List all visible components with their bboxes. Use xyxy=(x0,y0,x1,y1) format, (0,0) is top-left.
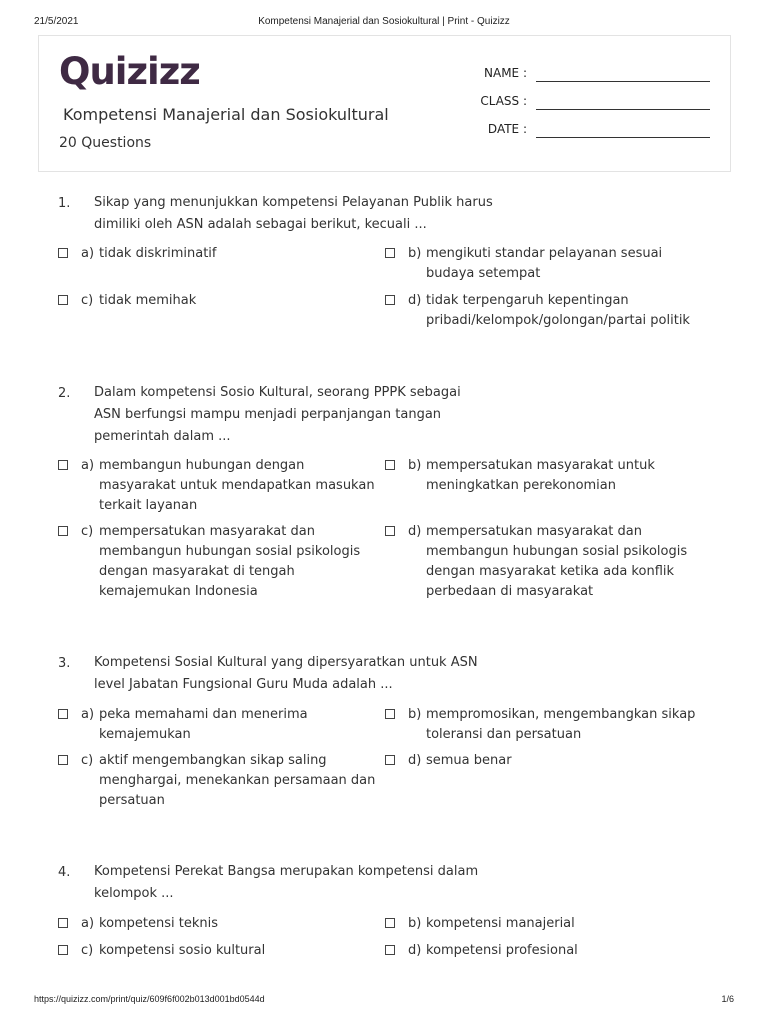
checkbox[interactable] xyxy=(58,755,68,765)
print-date: 21/5/2021 xyxy=(34,16,79,27)
option-text: tidak memihak xyxy=(99,293,197,308)
date-field[interactable] xyxy=(470,120,710,148)
option-text: tidak diskriminatif xyxy=(99,246,217,261)
quizizz-logo: Quizizz xyxy=(59,50,200,93)
page-number: 1/6 xyxy=(721,994,734,1004)
option-letter: b) xyxy=(408,916,422,931)
option-text: kompetensi profesional xyxy=(426,943,578,958)
question-text: Dalam kompetensi Sosio Kultural, seorang PPPK sebagai ASN berfungsi mampu menjadi perpanjangan tangan pemerintah dalam ... xyxy=(94,385,461,444)
option-letter: c) xyxy=(81,943,94,958)
checkbox[interactable] xyxy=(385,755,395,765)
question-number: 1. xyxy=(58,196,71,211)
date-line xyxy=(536,137,710,138)
checkbox[interactable] xyxy=(385,526,395,536)
option-letter: a) xyxy=(81,707,95,722)
question-number: 3. xyxy=(58,656,71,671)
option-text: kompetensi sosio kultural xyxy=(99,943,266,958)
option-letter: b) xyxy=(408,246,422,261)
option-text: peka memahami dan menerima kemajemukan xyxy=(99,707,308,742)
option-letter: d) xyxy=(408,293,422,308)
checkbox[interactable] xyxy=(385,709,395,719)
option-text: aktif mengembangkan sikap saling menghargai, menekankan persamaan dan persatuan xyxy=(99,753,376,808)
checkbox[interactable] xyxy=(58,918,68,928)
option-text: semua benar xyxy=(426,753,512,768)
option-text: mempersatukan masyarakat untuk meningkatkan perekonomian xyxy=(426,458,655,493)
option-text: mempersatukan masyarakat dan membangun hubungan sosial psikologis dengan masyarakat ketika ada konflik perbedaan di masyarakat xyxy=(426,524,688,599)
checkbox[interactable] xyxy=(58,460,68,470)
question-number: 2. xyxy=(58,386,71,401)
option-text: tidak terpengaruh kepentingan pribadi/kelompok/golongan/partai politik xyxy=(426,293,690,328)
question-number: 4. xyxy=(58,865,71,880)
checkbox[interactable] xyxy=(385,248,395,258)
class-line xyxy=(536,109,710,110)
question-text: Sikap yang menunjukkan kompetensi Pelayanan Publik harus dimiliki oleh ASN adalah sebagai berikut, kecuali ... xyxy=(94,195,493,232)
option-letter: d) xyxy=(408,524,422,539)
option-text: kompetensi manajerial xyxy=(426,916,575,931)
checkbox[interactable] xyxy=(58,709,68,719)
print-header xyxy=(34,16,734,30)
question-text: Kompetensi Sosial Kultural yang dipersyaratkan untuk ASN level Jabatan Fungsional Guru Muda adalah ... xyxy=(94,655,478,692)
student-fields xyxy=(470,64,710,148)
checkbox[interactable] xyxy=(58,248,68,258)
option-text: mempersatukan masyarakat dan membangun hubungan sosial psikologis dengan masyarakat di tengah kemajemukan Indonesia xyxy=(99,524,361,599)
option-letter: b) xyxy=(408,458,422,473)
print-footer xyxy=(34,994,734,1008)
option-letter: c) xyxy=(81,293,94,308)
option-letter: d) xyxy=(408,943,422,958)
print-url: https://quizizz.com/print/quiz/609f6f002b013d001bd0544d xyxy=(34,994,265,1004)
class-field[interactable] xyxy=(470,92,710,120)
option-letter: a) xyxy=(81,246,95,261)
checkbox[interactable] xyxy=(385,918,395,928)
option-text: membangun hubungan dengan masyarakat untuk mendapatkan masukan terkait layanan xyxy=(99,458,375,513)
option-letter: c) xyxy=(81,524,94,539)
checkbox[interactable] xyxy=(58,526,68,536)
name-line xyxy=(536,81,710,82)
question-count: 20 Questions xyxy=(59,135,152,151)
option-letter: c) xyxy=(81,753,94,768)
name-label: NAME : xyxy=(484,66,527,80)
option-text: mengikuti standar pelayanan sesuai budaya setempat xyxy=(426,246,663,281)
option-letter: b) xyxy=(408,707,422,722)
checkbox[interactable] xyxy=(385,460,395,470)
checkbox[interactable] xyxy=(385,295,395,305)
quiz-header xyxy=(38,35,731,172)
quiz-title: Kompetensi Manajerial dan Sosiokultural xyxy=(63,105,389,124)
option-text: mempromosikan, mengembangkan sikap toleransi dan persatuan xyxy=(426,707,696,742)
option-letter: d) xyxy=(408,753,422,768)
option-letter: a) xyxy=(81,458,95,473)
checkbox[interactable] xyxy=(58,945,68,955)
date-label: DATE : xyxy=(487,122,527,136)
name-field[interactable] xyxy=(470,64,710,92)
class-label: CLASS : xyxy=(480,94,527,108)
option-text: kompetensi teknis xyxy=(99,916,219,931)
print-page-title: Kompetensi Manajerial dan Sosiokultural | Print - Quizizz xyxy=(258,16,510,27)
checkbox[interactable] xyxy=(58,295,68,305)
checkbox[interactable] xyxy=(385,945,395,955)
question-text: Kompetensi Perekat Bangsa merupakan kompetensi dalam kelompok ... xyxy=(94,864,479,901)
option-letter: a) xyxy=(81,916,95,931)
